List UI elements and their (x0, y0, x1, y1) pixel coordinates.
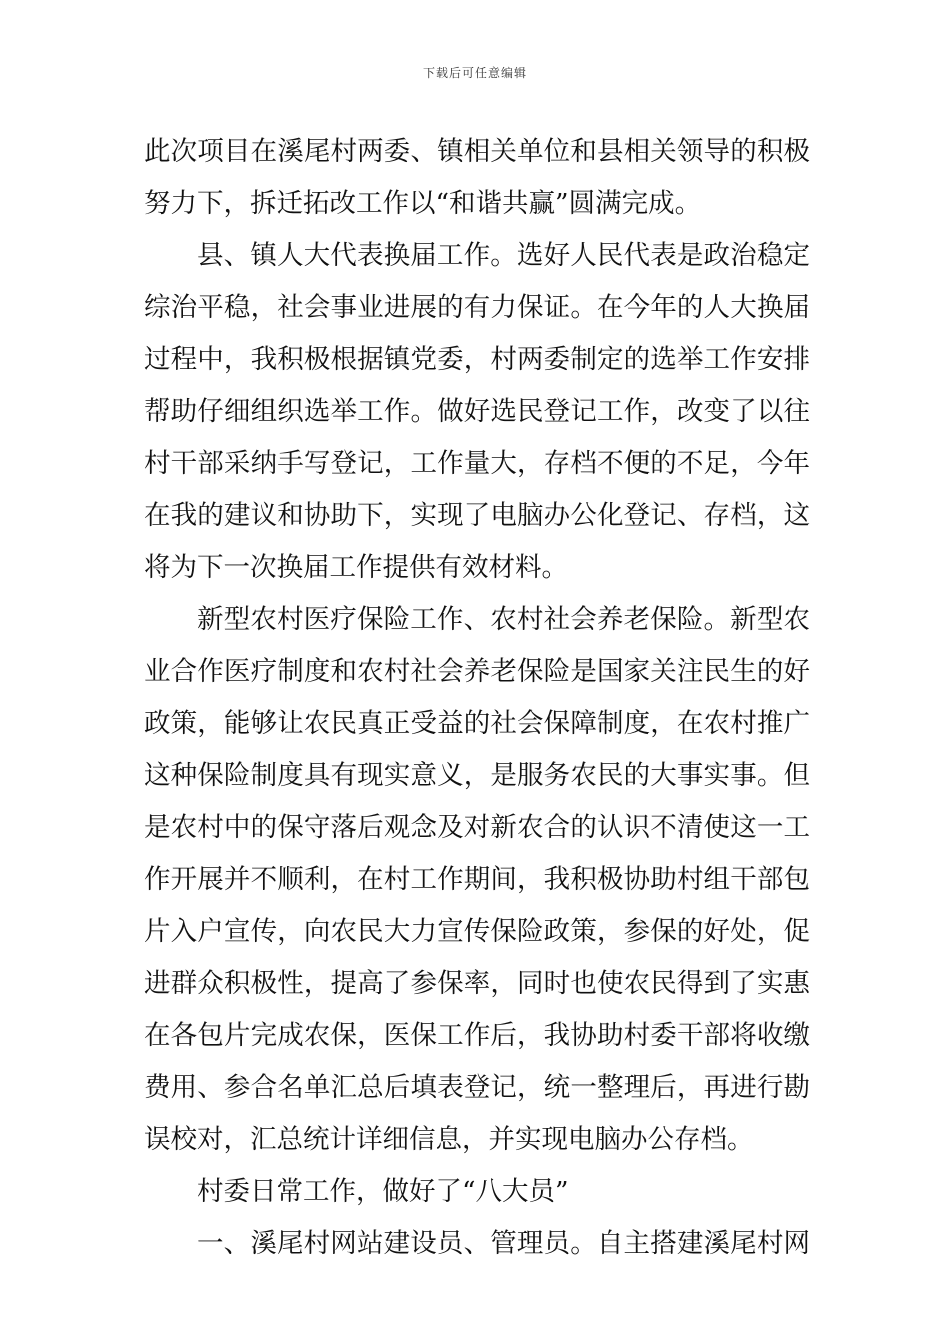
text-line: 作开展并不顺利，在村工作期间，我积极协助村组干部包 (144, 864, 810, 895)
text-line: 进群众积极性，提高了参保率，同时也使农民得到了实惠 (144, 968, 810, 999)
text-line: 将为下一次换届工作提供有效材料。 (144, 552, 568, 583)
page-header-note: 下载后可任意编辑 (422, 66, 527, 80)
text-line: 政策，能够让农民真正受益的社会保障制度，在农村推广 (144, 708, 810, 739)
text-line: 综治平稳，社会事业进展的有力保证。在今年的人大换届 (144, 292, 810, 323)
text-line: 村委日常工作，做好了“八大员” (197, 1176, 569, 1207)
text-line: 县、镇人大代表换届工作。选好人民代表是政治稳定 (197, 240, 810, 271)
text-line: 努力下，拆迁拓改工作以“和谐共赢”圆满完成。 (144, 188, 702, 219)
text-line: 误校对，汇总统计详细信息，并实现电脑办公存档。 (144, 1124, 754, 1155)
text-line: 片入户宣传，向农民大力宣传保险政策，参保的好处，促 (144, 916, 810, 947)
text-line: 过程中，我积极根据镇党委，村两委制定的选举工作安排 (144, 344, 810, 375)
document-body (144, 126, 810, 1270)
text-line: 此次项目在溪尾村两委、镇相关单位和县相关领导的积极 (144, 136, 810, 167)
text-line: 一、溪尾村网站建设员、管理员。自主搭建溪尾村网 (197, 1228, 810, 1259)
text-line: 是农村中的保守落后观念及对新农合的认识不清使这一工 (144, 812, 810, 843)
text-line: 村干部采纳手写登记，工作量大，存档不便的不足，今年 (144, 448, 810, 479)
text-line: 业合作医疗制度和农村社会养老保险是国家关注民生的好 (144, 656, 810, 687)
text-line: 帮助仔细组织选举工作。做好选民登记工作，改变了以往 (144, 396, 810, 427)
text-line: 在各包片完成农保，医保工作后，我协助村委干部将收缴 (144, 1020, 810, 1051)
text-line: 在我的建议和协助下，实现了电脑办公化登记、存档，这 (144, 500, 810, 531)
text-line: 费用、参合名单汇总后填表登记，统一整理后，再进行勘 (144, 1072, 810, 1103)
text-line: 新型农村医疗保险工作、农村社会养老保险。新型农 (197, 604, 810, 635)
text-line: 这种保险制度具有现实意义，是服务农民的大事实事。但 (144, 760, 810, 791)
